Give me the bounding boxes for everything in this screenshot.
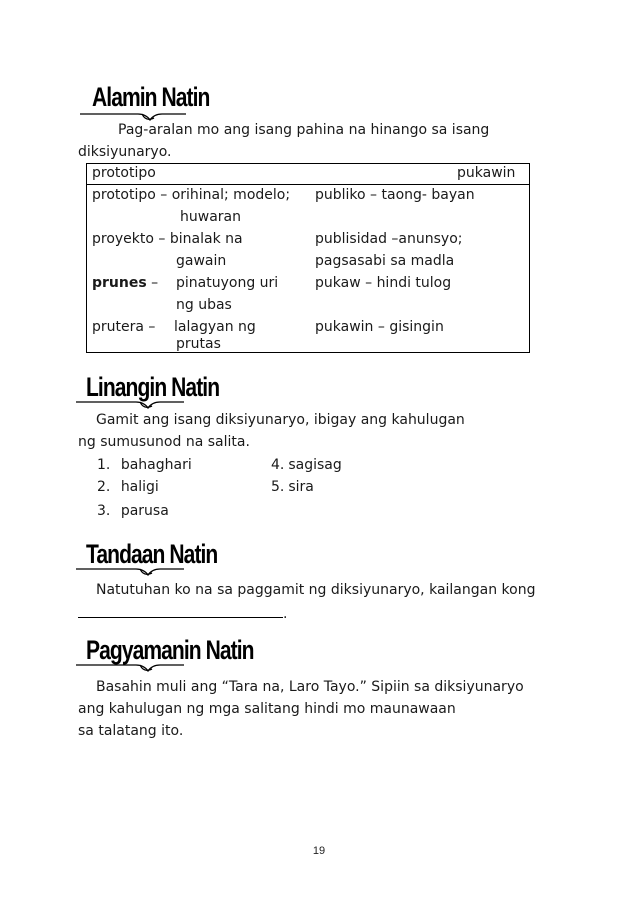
entry-separator: – <box>153 231 170 247</box>
word-list-item <box>97 476 159 498</box>
tandaan-answer-line <box>78 601 287 625</box>
dictionary-entry <box>92 228 243 250</box>
alamin-intro-line2: diksiyunaryo. <box>78 144 172 160</box>
entry-definition-cont: pagsasabi sa madla <box>315 253 455 269</box>
entry-word: prutera <box>92 319 144 335</box>
entry-definition: lalagyan ng <box>174 319 256 335</box>
linangin-heading: Linangin Natin <box>86 372 220 402</box>
entry-separator: – <box>143 319 156 335</box>
entry-definition-cont: huwaran <box>180 209 241 225</box>
heading-underline-swoosh-icon <box>74 659 186 677</box>
item-number: 1. <box>97 457 111 473</box>
entry-definition: hindi tulog <box>376 275 452 291</box>
pagyamanin-line2: ang kahulugan ng mga salitang hindi mo maunawaan <box>78 701 456 717</box>
entry-definition-cont: gawain <box>176 253 227 269</box>
item-word: sagisag <box>288 457 342 473</box>
word-list-item <box>271 454 342 476</box>
end-punctuation: . <box>283 606 288 622</box>
dictionary-entry <box>315 316 444 338</box>
entry-definition: gisingin <box>389 319 444 335</box>
entry-separator: – <box>146 275 159 291</box>
entry-word: prunes <box>92 275 147 291</box>
pagyamanin-line1: Basahin muli ang “Tara na, Laro Tayo.” Sipiin sa diksiyunaryo <box>96 679 524 695</box>
dictionary-entry <box>92 316 155 338</box>
linangin-instruction-line2: ng sumusunod na salita. <box>78 434 250 450</box>
entry-word: prototipo <box>92 187 156 203</box>
item-word: bahaghari <box>120 457 192 473</box>
item-number: 2. <box>97 479 111 495</box>
entry-definition-cont: prutas <box>176 336 221 352</box>
item-number: 3. <box>97 503 111 519</box>
dictionary-entry <box>315 184 475 206</box>
entry-separator: – <box>360 275 377 291</box>
entry-separator: – <box>373 319 390 335</box>
item-word: parusa <box>120 503 169 519</box>
linangin-instruction-line1: Gamit ang isang diksiyunaryo, ibigay ang kahulugan <box>96 412 465 428</box>
page-number: 19 <box>312 845 326 857</box>
alamin-intro-line1: Pag-aralan mo ang isang pahina na hinango sa isang <box>118 122 490 138</box>
entry-definition: anunsyo; <box>398 231 463 247</box>
dictionary-entry <box>92 184 290 206</box>
entry-word: proyekto <box>92 231 154 247</box>
pagyamanin-heading: Pagyamanin Natin <box>86 635 254 665</box>
tandaan-sentence: Natutuhan ko na sa paggamit ng diksiyunaryo, kailangan kong <box>96 582 536 598</box>
entry-definition: orihinal; modelo; <box>171 187 291 203</box>
item-number: 4. <box>271 457 285 473</box>
entry-definition: pinatuyong uri <box>176 275 279 291</box>
item-word: sira <box>288 479 314 495</box>
dictionary-entry <box>315 272 451 294</box>
item-number: 5. <box>271 479 285 495</box>
entry-word: pukawin <box>315 319 374 335</box>
word-list-item <box>97 454 192 476</box>
entry-definition: taong- bayan <box>381 187 475 203</box>
entry-word: publisidad <box>315 231 387 247</box>
entry-definition-cont: ng ubas <box>176 297 232 313</box>
entry-definition: binalak na <box>169 231 243 247</box>
entry-separator: – <box>155 187 172 203</box>
answer-blank[interactable] <box>78 601 283 618</box>
entry-separator: – <box>386 231 399 247</box>
guide-word-left: prototipo <box>92 165 156 181</box>
guide-word-right: pukawin <box>457 165 516 181</box>
alamin-heading: Alamin Natin <box>92 82 210 112</box>
tandaan-heading: Tandaan Natin <box>86 539 218 569</box>
word-list-item <box>97 500 169 522</box>
dictionary-entry <box>315 228 462 250</box>
pagyamanin-line3: sa talatang ito. <box>78 723 184 739</box>
entry-word: pukaw <box>315 275 361 291</box>
dictionary-entry <box>92 272 158 294</box>
entry-word: publiko <box>315 187 366 203</box>
entry-separator: – <box>365 187 382 203</box>
item-word: haligi <box>120 479 159 495</box>
word-list-item <box>271 476 314 498</box>
